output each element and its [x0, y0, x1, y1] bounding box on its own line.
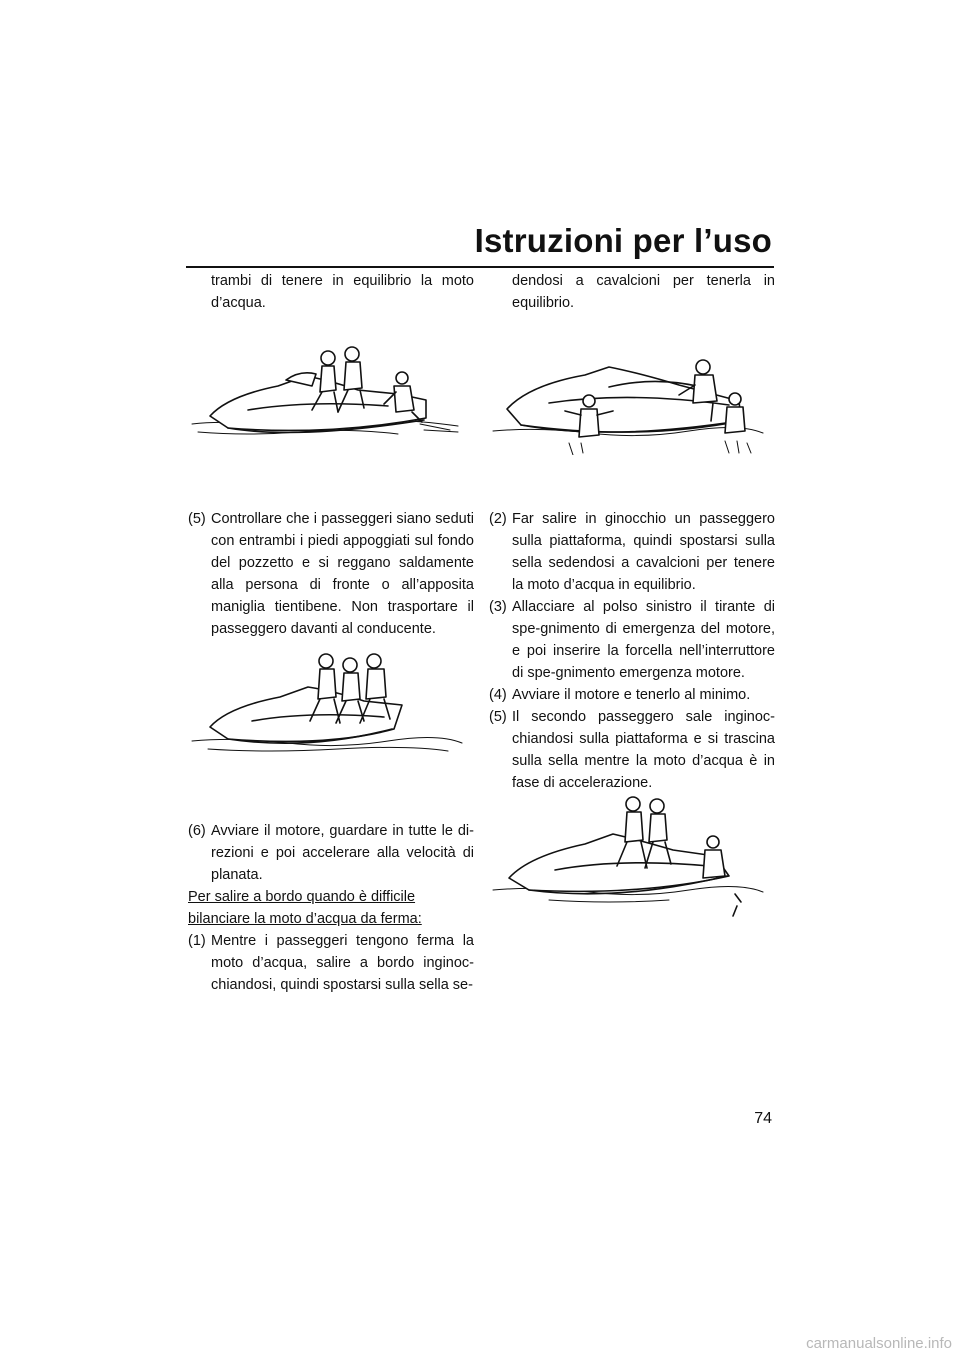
- step-number: (1): [188, 933, 206, 949]
- header-rule: [186, 266, 774, 268]
- step-text: Controllare che i passeggeri siano seduti con entrambi i piedi appoggiati sul fondo del pozzetto e si reggano saldamente alla persona di fronte o all’apposita maniglia tientibene. Non trasportare il passeggero davanti al conducente.: [211, 511, 474, 637]
- step-text: Mentre i passeggeri tengono ferma la moto d’acqua, salire a bordo inginoc-chiandosi, quindi spostarsi sulla sella se-: [211, 933, 474, 993]
- list-item: [489, 684, 775, 706]
- step-number: (2): [489, 511, 507, 527]
- step-number: (5): [188, 511, 206, 527]
- left-intro-block: [188, 270, 474, 314]
- right-intro-block: [489, 270, 775, 314]
- left-intro-text: trambi di tenere in equilibrio la moto d’acqua.: [211, 273, 474, 311]
- page-number: 74: [754, 1110, 772, 1127]
- illustration-boarding-passengers: [188, 340, 468, 450]
- step-text: Il secondo passeggero sale inginoc-chiandosi sulla piattaforma e si trascina sulla sella mentre la moto d’acqua è in fase di accelerazione.: [512, 709, 775, 791]
- page-title: Istruzioni per l’uso: [474, 222, 772, 259]
- step-text: Allacciare al polso sinistro il tirante di spe-gnimento di emergenza del motore, e poi inserire la forcella nell’interruttore di spe-gnimento emergenza motore.: [512, 599, 775, 681]
- illustration-boarding-from-water: [489, 345, 769, 455]
- left-step6-block: [188, 820, 474, 996]
- right-steps-block: [489, 508, 775, 794]
- list-item: [489, 596, 775, 684]
- watermark: carmanualsonline.info: [806, 1335, 952, 1352]
- illustration-second-passenger-climbing: [489, 790, 769, 920]
- step-text: Far salire in ginocchio un passeggero sulla piattaforma, quindi spostarsi sulla sella sedendosi a cavalcioni per tenere la moto d’acqua in equilibrio.: [512, 511, 775, 593]
- left-step5-block: [188, 508, 474, 640]
- right-intro-text: dendosi a cavalcioni per tenerla in equilibrio.: [512, 273, 775, 311]
- list-item: [489, 706, 775, 794]
- step-number: (3): [489, 599, 507, 615]
- step-text: Avviare il motore e tenerlo al minimo.: [512, 687, 751, 703]
- list-item: [489, 508, 775, 596]
- list-item: [188, 930, 474, 996]
- section-subheading: Per salire a bordo quando è difficile bilanciare la moto d’acqua da ferma:: [188, 889, 422, 927]
- step-number: (5): [489, 709, 507, 725]
- list-item: [188, 508, 474, 640]
- step-number: (4): [489, 687, 507, 703]
- list-item: [188, 820, 474, 886]
- step-number: (6): [188, 823, 206, 839]
- illustration-seated-passengers: [188, 645, 468, 755]
- step-text: Avviare il motore, guardare in tutte le di-rezioni e poi accelerare alla velocità di planata.: [211, 823, 474, 883]
